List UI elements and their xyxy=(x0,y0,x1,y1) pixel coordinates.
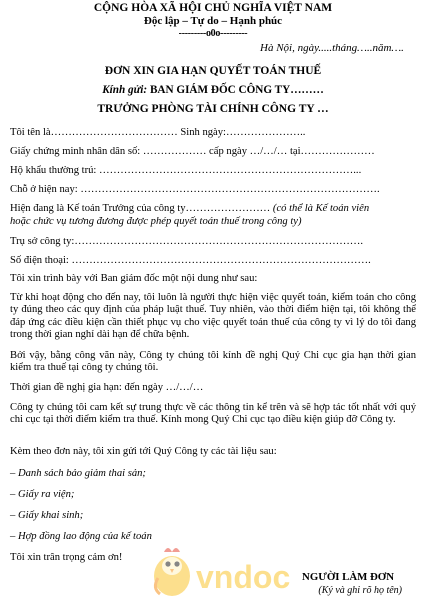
separator: ---------o0o--------- xyxy=(178,28,248,39)
body-paragraph-5: Kèm theo đơn này, tôi xin gửi tới Quý Công ty các tài liệu sau: xyxy=(10,446,277,457)
position-prefix: Hiện đang là Kế toán Trưởng của công ty…………………… xyxy=(10,203,271,214)
place-date: Hà Nội, ngày.....tháng…..năm…. xyxy=(260,42,404,54)
recipient-line-2: TRƯỞNG PHÒNG TÀI CHÍNH CÔNG TY … xyxy=(97,103,329,115)
closing-line: Tôi xin trân trọng cảm ơn! xyxy=(10,552,123,563)
field-name: Tôi tên là……………………………… Sinh ngày:………………….. xyxy=(10,127,306,138)
position-note-2: hoặc chức vụ tương đương được phép quyết toán thuế trong công ty) xyxy=(10,216,302,227)
field-household: Hộ khẩu thường trú: ………………………………………………………………... xyxy=(10,165,362,176)
field-phone: Số điện thoại: …………………………………………………………………………. xyxy=(10,255,371,266)
body-paragraph-3: Thời gian đề nghị gia hạn: đến ngày …/…/… xyxy=(10,382,204,393)
recipient-line-1 xyxy=(10,84,416,96)
attachment-item: – Giấy ra viện; xyxy=(10,489,75,500)
country-header: CỘNG HÒA XÃ HỘI CHỦ NGHĨA VIỆT NAM xyxy=(93,2,333,14)
attachment-item: – Danh sách bảo giảm thai sản; xyxy=(10,468,146,479)
signature-title: NGƯỜI LÀM ĐƠN xyxy=(302,571,394,583)
field-office: Trụ sở công ty:………………………………………………………………………. xyxy=(10,236,364,247)
attachment-item: – Giấy khai sinh; xyxy=(10,510,84,521)
body-paragraph-1: Từ khi hoạt động cho đến nay, tôi luôn là người thực hiện việc quyết toán, kiểm toán cho công ty đúng theo các quy định của pháp luật thuế. Tuy nhiên, vào thời điểm hiện tại, tôi không thể đáp ứng các điều kiện cần thiết phục vụ cho việc quyết toán thuế của công ty vì lý do tôi đang trong thời gian nghỉ dài hạn để chữa bệnh. xyxy=(10,292,416,341)
position-note-1: (có thể là Kế toán viên xyxy=(272,203,370,214)
signature-note: (Ký và ghi rõ họ tên) xyxy=(318,585,402,596)
motto: Độc lập – Tự do – Hạnh phúc xyxy=(143,15,283,27)
field-address: Chỗ ở hiện nay: …………………………………………………………………………. xyxy=(10,184,380,195)
body-paragraph-2: Bởi vậy, bằng công văn này, Công ty chúng tôi kính đề nghị Quý Chi cục gia hạn thời gian kiểm tra thuế tại công ty chúng tôi. xyxy=(10,350,416,374)
recipient-value: BAN GIÁM ĐỐC CÔNG TY……… xyxy=(149,84,324,96)
vndoc-watermark-logo xyxy=(150,538,290,606)
recipient-label: Kính gửi: xyxy=(102,84,148,96)
body-intro: Tôi xin trình bày với Ban giám đốc một nội dung như sau: xyxy=(10,273,258,284)
document-title: ĐƠN XIN GIA HẠN QUYẾT TOÁN THUẾ xyxy=(104,65,322,77)
field-position xyxy=(10,203,416,215)
attachment-item: – Hợp đồng lao động của kế toán xyxy=(10,531,152,542)
body-paragraph-4: Công ty chúng tôi cam kết sự trung thực về các thông tin kể trên và sẽ hợp tác tốt nhất với quý chi cục tại thời điểm kiểm tra thuế. Kính mong Quý Chi cục tạo điều kiện giúp đỡ Công ty. xyxy=(10,402,416,426)
watermark-text: vndoc xyxy=(196,559,290,595)
field-id: Giấy chứng minh nhân dân số: ……………… cấp ngày …/…/… tại………………… xyxy=(10,146,375,157)
